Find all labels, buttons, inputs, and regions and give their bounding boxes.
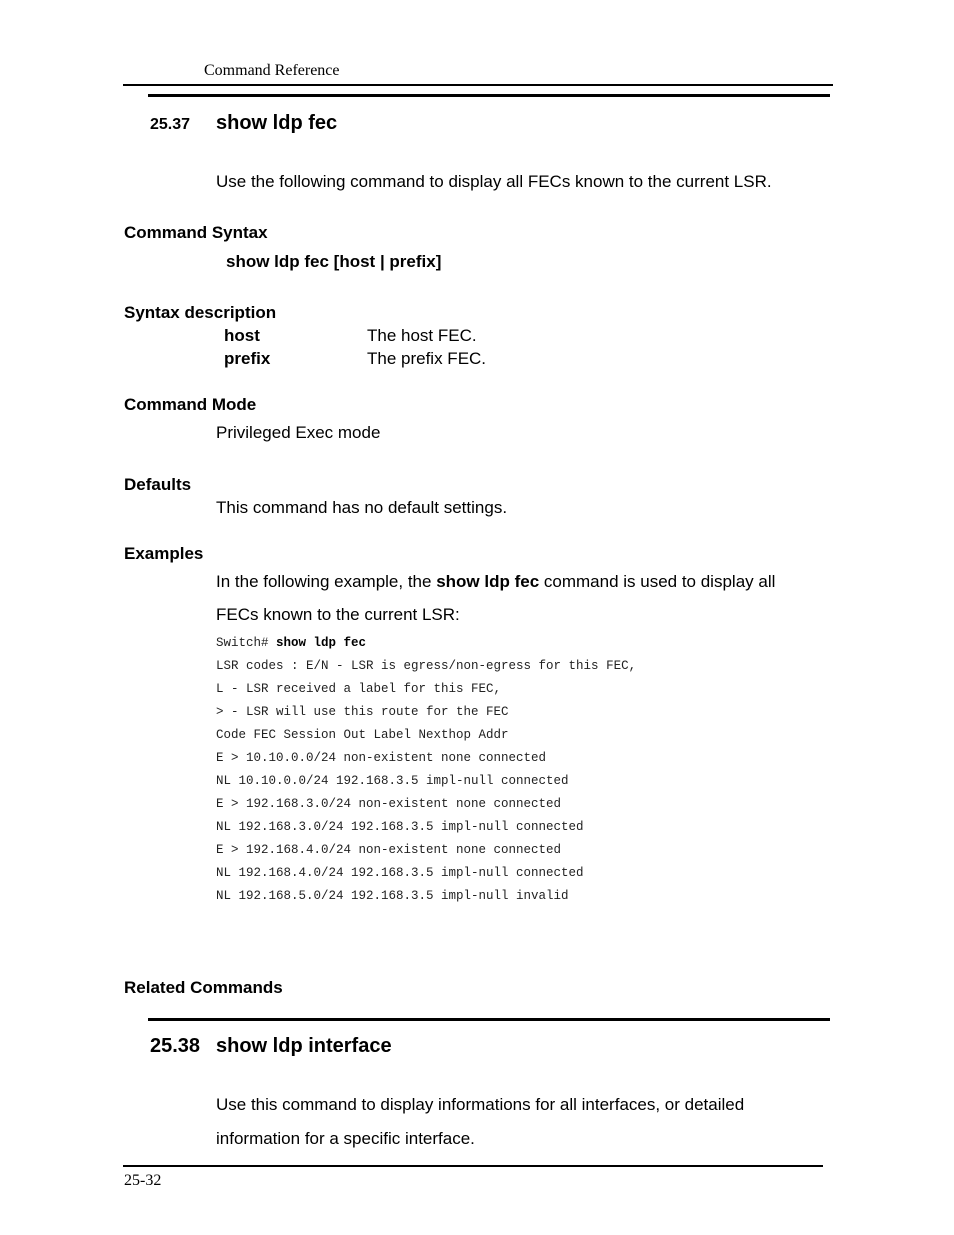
code-line: LSR codes : E/N - LSR is egress/non-egress for this FEC, <box>216 659 637 673</box>
section-rule-top <box>148 94 830 97</box>
section-rule <box>148 1018 830 1021</box>
example-text: In the following example, the <box>216 572 437 591</box>
example-command: show ldp fec <box>436 572 540 591</box>
section-title: show ldp interface <box>216 1035 392 1057</box>
command-syntax-heading: Command Syntax <box>124 223 268 242</box>
command-mode: Privileged Exec mode <box>216 423 381 442</box>
section-number: 25.37 <box>150 116 191 133</box>
code-command: show ldp fec <box>276 636 367 650</box>
code-line: NL 10.10.0.0/24 192.168.3.5 impl-null connected <box>216 774 569 788</box>
example-description-line2: FECs known to the current LSR: <box>216 605 460 624</box>
code-line: E > 10.10.0.0/24 non-existent none connected <box>216 751 547 765</box>
param-name: host <box>224 326 260 345</box>
code-line: NL 192.168.3.0/24 192.168.3.5 impl-null connected <box>216 820 584 834</box>
section-title: show ldp fec <box>216 112 338 134</box>
section-number: 25.38 <box>150 1035 201 1057</box>
code-output <box>216 659 636 912</box>
running-header: Command Reference <box>204 62 340 79</box>
intro-text-line2: information for a specific interface. <box>216 1129 475 1148</box>
defaults-heading: Defaults <box>124 475 192 494</box>
code-line: > - LSR will use this route for the FEC <box>216 705 509 719</box>
example-description <box>216 572 775 592</box>
code-line: NL 192.168.4.0/24 192.168.3.5 impl-null connected <box>216 866 584 880</box>
command-mode-heading: Command Mode <box>124 395 257 414</box>
code-line: NL 192.168.5.0/24 192.168.3.5 impl-null invalid <box>216 889 569 903</box>
code-line: Code FEC Session Out Label Nexthop Addr <box>216 728 509 742</box>
intro-text: Use the following command to display all FECs known to the current LSR. <box>216 172 772 191</box>
defaults-text: This command has no default settings. <box>216 498 508 517</box>
code-prompt-line <box>216 636 366 650</box>
command-syntax: show ldp fec [host | prefix] <box>226 252 442 271</box>
examples-heading: Examples <box>124 544 204 563</box>
syntax-description-heading: Syntax description <box>124 303 277 322</box>
param-desc: The host FEC. <box>367 326 477 345</box>
param-desc: The prefix FEC. <box>367 349 487 368</box>
code-line: E > 192.168.4.0/24 non-existent none connected <box>216 843 562 857</box>
code-line: E > 192.168.3.0/24 non-existent none connected <box>216 797 562 811</box>
footer-rule <box>123 1165 823 1167</box>
related-commands-heading: Related Commands <box>124 978 283 997</box>
intro-text: Use this command to display informations for all interfaces, or detailed <box>216 1095 745 1114</box>
code-line: L - LSR received a label for this FEC, <box>216 682 502 696</box>
header-rule <box>123 84 833 86</box>
param-name: prefix <box>224 349 271 368</box>
example-text: command is used to display all <box>539 572 776 591</box>
code-prompt: Switch# <box>216 636 277 650</box>
page-number: 25-32 <box>124 1172 162 1189</box>
